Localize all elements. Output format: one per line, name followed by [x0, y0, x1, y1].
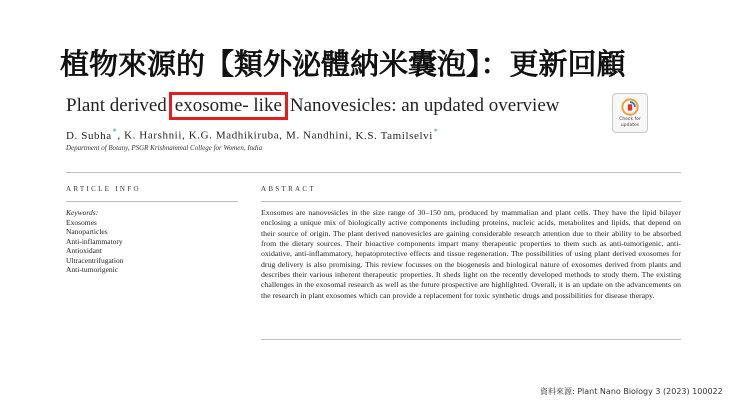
author: K.G. Madhikiruba [188, 129, 280, 142]
keyword: Ultracentrifugation [66, 255, 124, 265]
check-for-updates-icon [621, 98, 639, 116]
keyword: Anti-tumorigenic [66, 265, 119, 274]
author: D. Subha* [66, 127, 118, 142]
source-citation: 資料來源: Plant Nano Biology 3 (2023) 100022 [540, 387, 723, 396]
paper-title-suffix: Nanovesicles: an updated overview [289, 95, 560, 116]
author: M. Nandhini [285, 129, 349, 142]
keyword: Exosomes [66, 217, 97, 227]
badge-label: Check for updates [619, 117, 641, 128]
keyword: Anti-inflammatory [66, 236, 123, 246]
check-for-updates-badge[interactable] [612, 93, 648, 133]
slide-title: 植物來源的【類外泌體納米囊泡】：更新回顧 [60, 47, 626, 81]
abstract-heading: ABSTRACT [261, 185, 316, 193]
keywords-list [66, 208, 236, 275]
divider [261, 201, 681, 202]
author: K. Harshnii [124, 129, 182, 142]
keyword: Antioxidant [66, 246, 102, 255]
corresponding-author-marker: * [112, 127, 118, 136]
divider [66, 201, 238, 202]
highlighted-term: exosome- like [169, 92, 288, 120]
abstract-text: Exosomes are nanovesicles in the size range of 30–150 nm, produced by mammalian and plant cells. They have the lipid bilayer enclosing a unique mix of biologically active components including proteins, nucleic acids, metabolites and lipids, that depend on their source of origin. The plant derived nanovesicles are gaining considerable research attention due to their ability to be absorbed from the dietary sources. Their bioactive components impart many therapeutic properties to them such as anti-tumorigenic, anti-oxidative, anti-inflammatory, hepatoprotective effects and tissue regeneration. The possibilities of using plant derived exosomes for drug delivery is also promising. This review focusses on the biogenesis and biological nature of exosomes derived from plants and describes their various inherent therapeutic properties. It sheds light on the recently developed methods to study them. The existing challenges in the exosomal research as well as the future prospective are highlighted. Overall, it is an update on the advancements on the research in plant exosomes which can provide a replacement for toxic synthetic drugs and possibilities for disease therapy. [261, 208, 681, 300]
author: K.S. Tamilselvi* [355, 127, 439, 142]
keywords-label: Keywords: [66, 208, 99, 217]
author-list: D. Subha*, K. Harshnii, K.G. Madhikiruba, M. Nandhini, K.S. Tamilselvi* [66, 127, 439, 142]
paper-title [66, 92, 586, 120]
keyword: Nanoparticles [66, 227, 108, 236]
divider [261, 339, 681, 340]
divider [66, 172, 681, 173]
corresponding-author-marker: * [433, 127, 439, 136]
paper-title-prefix: Plant derived [66, 95, 167, 116]
article-info-heading: ARTICLE INFO [66, 185, 141, 193]
affiliation: Department of Botany, PSGR Krishnammal College for Women, India [66, 144, 263, 152]
